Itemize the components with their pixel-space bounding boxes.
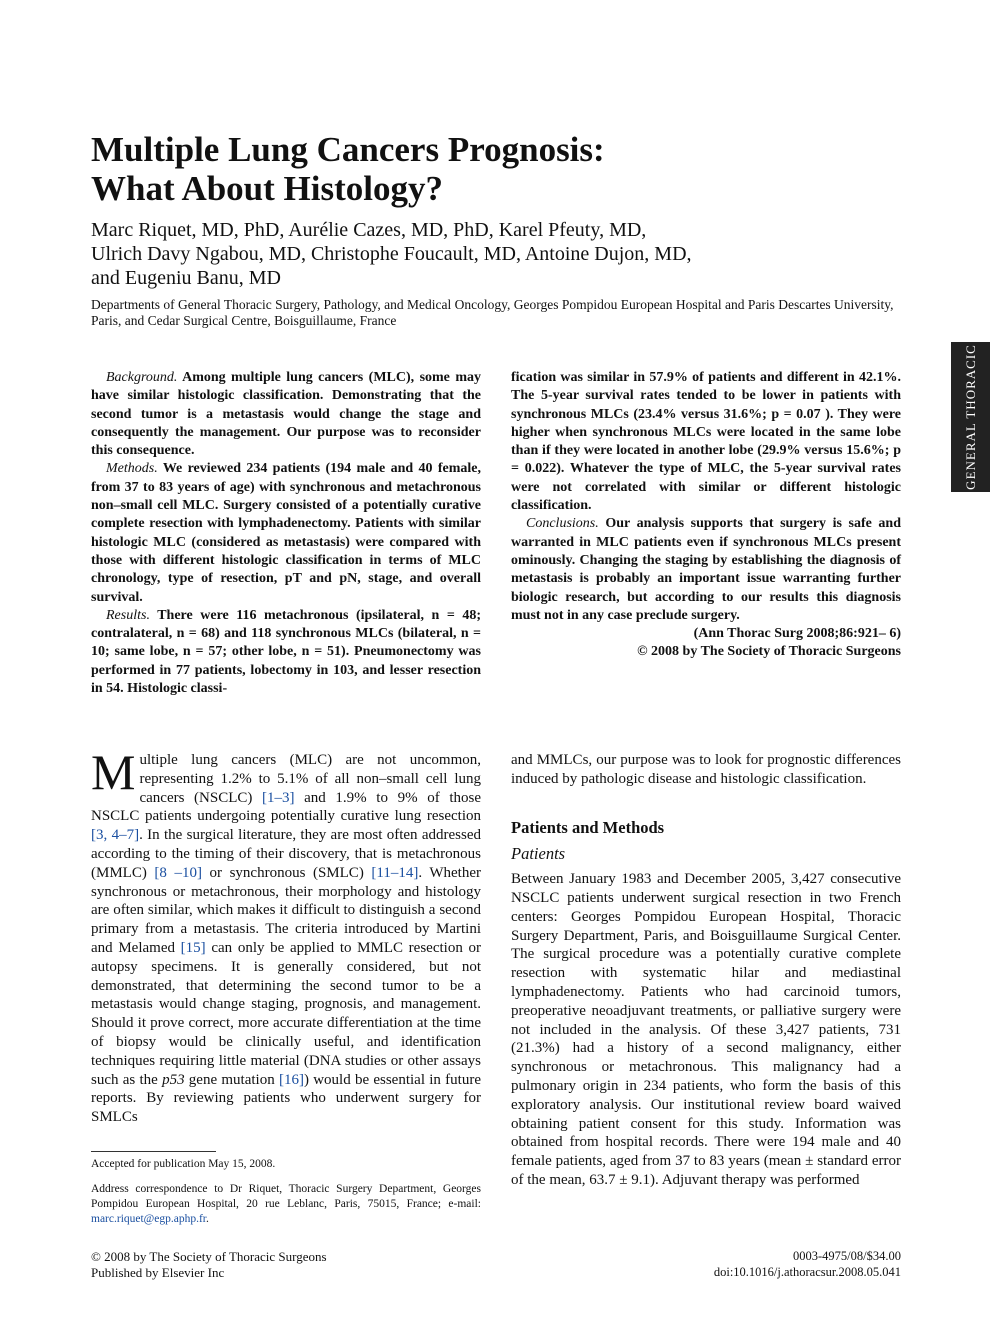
abstract-copyright: © 2008 by The Society of Thoracic Surgeons	[637, 644, 901, 660]
side-tab-label: GENERAL THORACIC	[962, 344, 978, 490]
correspondence-end: .	[206, 1213, 209, 1225]
conclusions-text: Our analysis supports that surgery is safe and warranted in MLC patients even if synchronous MLCs present ominously. Changing the staging by establishing the diagnosis of metastasis is probably an important issue warranting further biologic research, but according to our results this diagnosis must not in any case preclude surgery.	[511, 516, 902, 623]
footnote-divider	[91, 1151, 216, 1152]
methods-label: Methods.	[106, 461, 158, 477]
authors-line-1: Marc Riquet, MD, PhD, Aurélie Cazes, MD, PhD, Karel Pfeuty, MD,	[91, 219, 647, 241]
accepted-note: Accepted for publication May 15, 2008.	[91, 1158, 276, 1170]
intro-text-7: gene mutation	[184, 1071, 279, 1088]
article-title	[91, 130, 891, 208]
title-line-1: Multiple Lung Cancers Prognosis:	[91, 130, 605, 169]
results-label: Results.	[106, 607, 150, 623]
citation-text: (Ann Thorac Surg 2008;86:921– 6)	[693, 626, 901, 642]
intro-text-6: can only be applied to MMLC resection or autopsy specimens. It is generally considered, but not demonstrated, that determining the second tumor to be a metastasis would change staging, prognosis, and management. Should it prove correct, more accurate differentiation at the time of biopsy would be clinically useful, and identification techniques requiring little material (DNA studies or other assays such as the	[91, 939, 481, 1088]
intro-text-4: or synchronous (SMLC)	[201, 864, 372, 881]
patients-paragraph: Between January 1983 and December 2005, 3,427 consecutive NSCLC patients underwent surgical resection in two French centers: Georges Pompidou European Hospital, Thoracic Surgery Department, Paris, and Boisguillaume Surgical Center. The surgical procedure was a potentially curative complete resection with systematic hilar and mediastinal lymphadenectomy. Patients who had carcinoid tumors, preoperative neoadjuvant treatments, or palliative surgery were not included in the analysis. Of these 3,427 patients, 731 (21.3%) had a history of a second malignancy, either synchronous or metachronous. This malignancy had a pulmonary origin in 234 patients, who form the basis of this exploratory analysis. Our institutional review board waived obtaining patient consent for this study. Information was obtained from hospital records. There were 194 male and 40 female patients, aged from 37 to 83 years (mean ± standard error of the mean, 63.7 ± 9.1). Adjuvant therapy was performed	[511, 871, 901, 1188]
intro-text-3: . In the surgical literature, they are most often addressed according to the timing of their discovery, that is metachronous (MMLC)	[91, 827, 481, 881]
abstract-right-column	[511, 369, 901, 662]
abstract-left-column	[91, 369, 481, 698]
intro-text-8: ) would be essential in future reports. By reviewing patients who underwent surgery for SMLCs	[91, 1071, 481, 1126]
gene-name: p53	[162, 1071, 185, 1088]
methods-text: We reviewed 234 patients (194 male and 40 female, from 37 to 83 years of age) with synchronous and metachronous non–small cell MLC. Surgery consisted of a potentially curative complete resection with lymphadenectomy. Patients with similar histologic MLC (considered as metastasis) were compared with those with different histologic classification in terms of MLC chronology, type of resection, pT and pN, stage, and overall survival.	[91, 461, 481, 605]
intro-paragraph-end: and MMLCs, our purpose was to look for prognostic differences induced by pathologic disease and histologic classification.	[511, 752, 901, 787]
footer-publisher: Published by Elsevier Inc	[91, 1264, 225, 1280]
section-heading: Patients and Methods	[511, 817, 665, 837]
abstract-results-continued: fication was similar in 57.9% of patients and different in 42.1%. The 5-year survival rates tended to be lower in patients with synchronous MLCs (23.4% versus 31.6%; p = 0.07 ). They were higher when synchronous MLCs were located in the same lobe than if they were located in another lobe (29.9% versus 15.6%; p = 0.022). Whatever the type of MLC, the 5-year survival rates were not correlated with similar or different histologic classification.	[511, 370, 901, 514]
reference-link-3-7[interactable]: [3, 4–7]	[91, 827, 140, 844]
author-list	[91, 218, 851, 290]
affiliation: Departments of General Thoracic Surgery, Pathology, and Medical Oncology, Georges Pompidou European Hospital and Paris Descartes University, Paris, and Cedar Surgical Centre, Boisguillaume, France	[91, 297, 894, 328]
authors-line-3: and Eugeniu Banu, MD	[91, 267, 281, 289]
conclusions-label: Conclusions.	[526, 516, 599, 532]
footnotes	[91, 1157, 481, 1237]
intro-paragraph	[91, 751, 481, 1127]
correspondence-address: Address correspondence to Dr Riquet, Thoracic Surgery Department, Georges Pompidou European Hospital, 20 rue Leblanc, Paris, 75015, France; e-mail:	[91, 1183, 481, 1210]
background-label: Background.	[106, 370, 178, 385]
intro-text-2: and 1.9% to 9% of those NSCLC patients undergoing potentially curative lung resection	[91, 789, 481, 825]
results-text: There were 116 metachronous (ipsilateral, n = 48; contralateral, n = 68) and 118 synchronous MLCs (bilateral, n = 10; same lobe, n = 57; other lobe, n = 51). Pneumonectomy was performed in 77 patients, lobectomy in 103, and lesser resection in 54. Histologic classi-	[91, 607, 482, 697]
body-left-column	[91, 751, 481, 1141]
footer-issn: 0003-4975/08/$34.00	[793, 1249, 901, 1263]
intro-text-1: ultiple lung cancers (MLC) are not uncommon, representing 1.2% to 5.1% of all non–small cell lung cancers (NSCLC)	[139, 752, 481, 806]
footer-left	[91, 1249, 327, 1280]
reference-link-1-3[interactable]: [1–3]	[262, 789, 295, 806]
body-right-column	[511, 751, 901, 1231]
footer-doi[interactable]: doi:10.1016/j.athoracsur.2008.05.041	[713, 1264, 901, 1279]
correspondence-note	[91, 1182, 481, 1227]
intro-text-5: . Whether synchronous or metachronous, their morphology and histology are often similar, which makes it difficult to distinguish a second primary from a metastasis. The criteria introduced by Martini and Melamed	[91, 864, 481, 956]
subsection-heading: Patients	[511, 844, 566, 864]
drop-cap: M	[91, 751, 136, 800]
reference-link-8-10[interactable]: [8 –10]	[154, 864, 202, 881]
footer-right	[714, 1249, 901, 1280]
footer-copyright: © 2008 by The Society of Thoracic Surgeons	[91, 1249, 327, 1264]
abstract-results	[91, 607, 481, 698]
abstract-methods	[91, 460, 481, 606]
title-line-2: What About Histology?	[91, 169, 443, 208]
journal-citation	[511, 625, 901, 662]
abstract-background	[91, 369, 481, 460]
abstract-conclusions	[511, 515, 901, 625]
email-link[interactable]: marc.riquet@egp.aphp.fr	[91, 1213, 207, 1225]
section-side-tab	[951, 342, 990, 492]
reference-link-16[interactable]: [16]	[278, 1071, 304, 1088]
background-text: Among multiple lung cancers (MLC), some may have similar histologic classification. Demonstrating that the second tumor is a metastasis would change the stage and consequently the management. Our purpose was to reconsider this consequence.	[91, 370, 481, 459]
reference-link-15[interactable]: [15]	[180, 939, 206, 956]
reference-link-11-14[interactable]: [11–14]	[371, 864, 419, 881]
authors-line-2: Ulrich Davy Ngabou, MD, Christophe Foucault, MD, Antoine Dujon, MD,	[91, 243, 692, 265]
